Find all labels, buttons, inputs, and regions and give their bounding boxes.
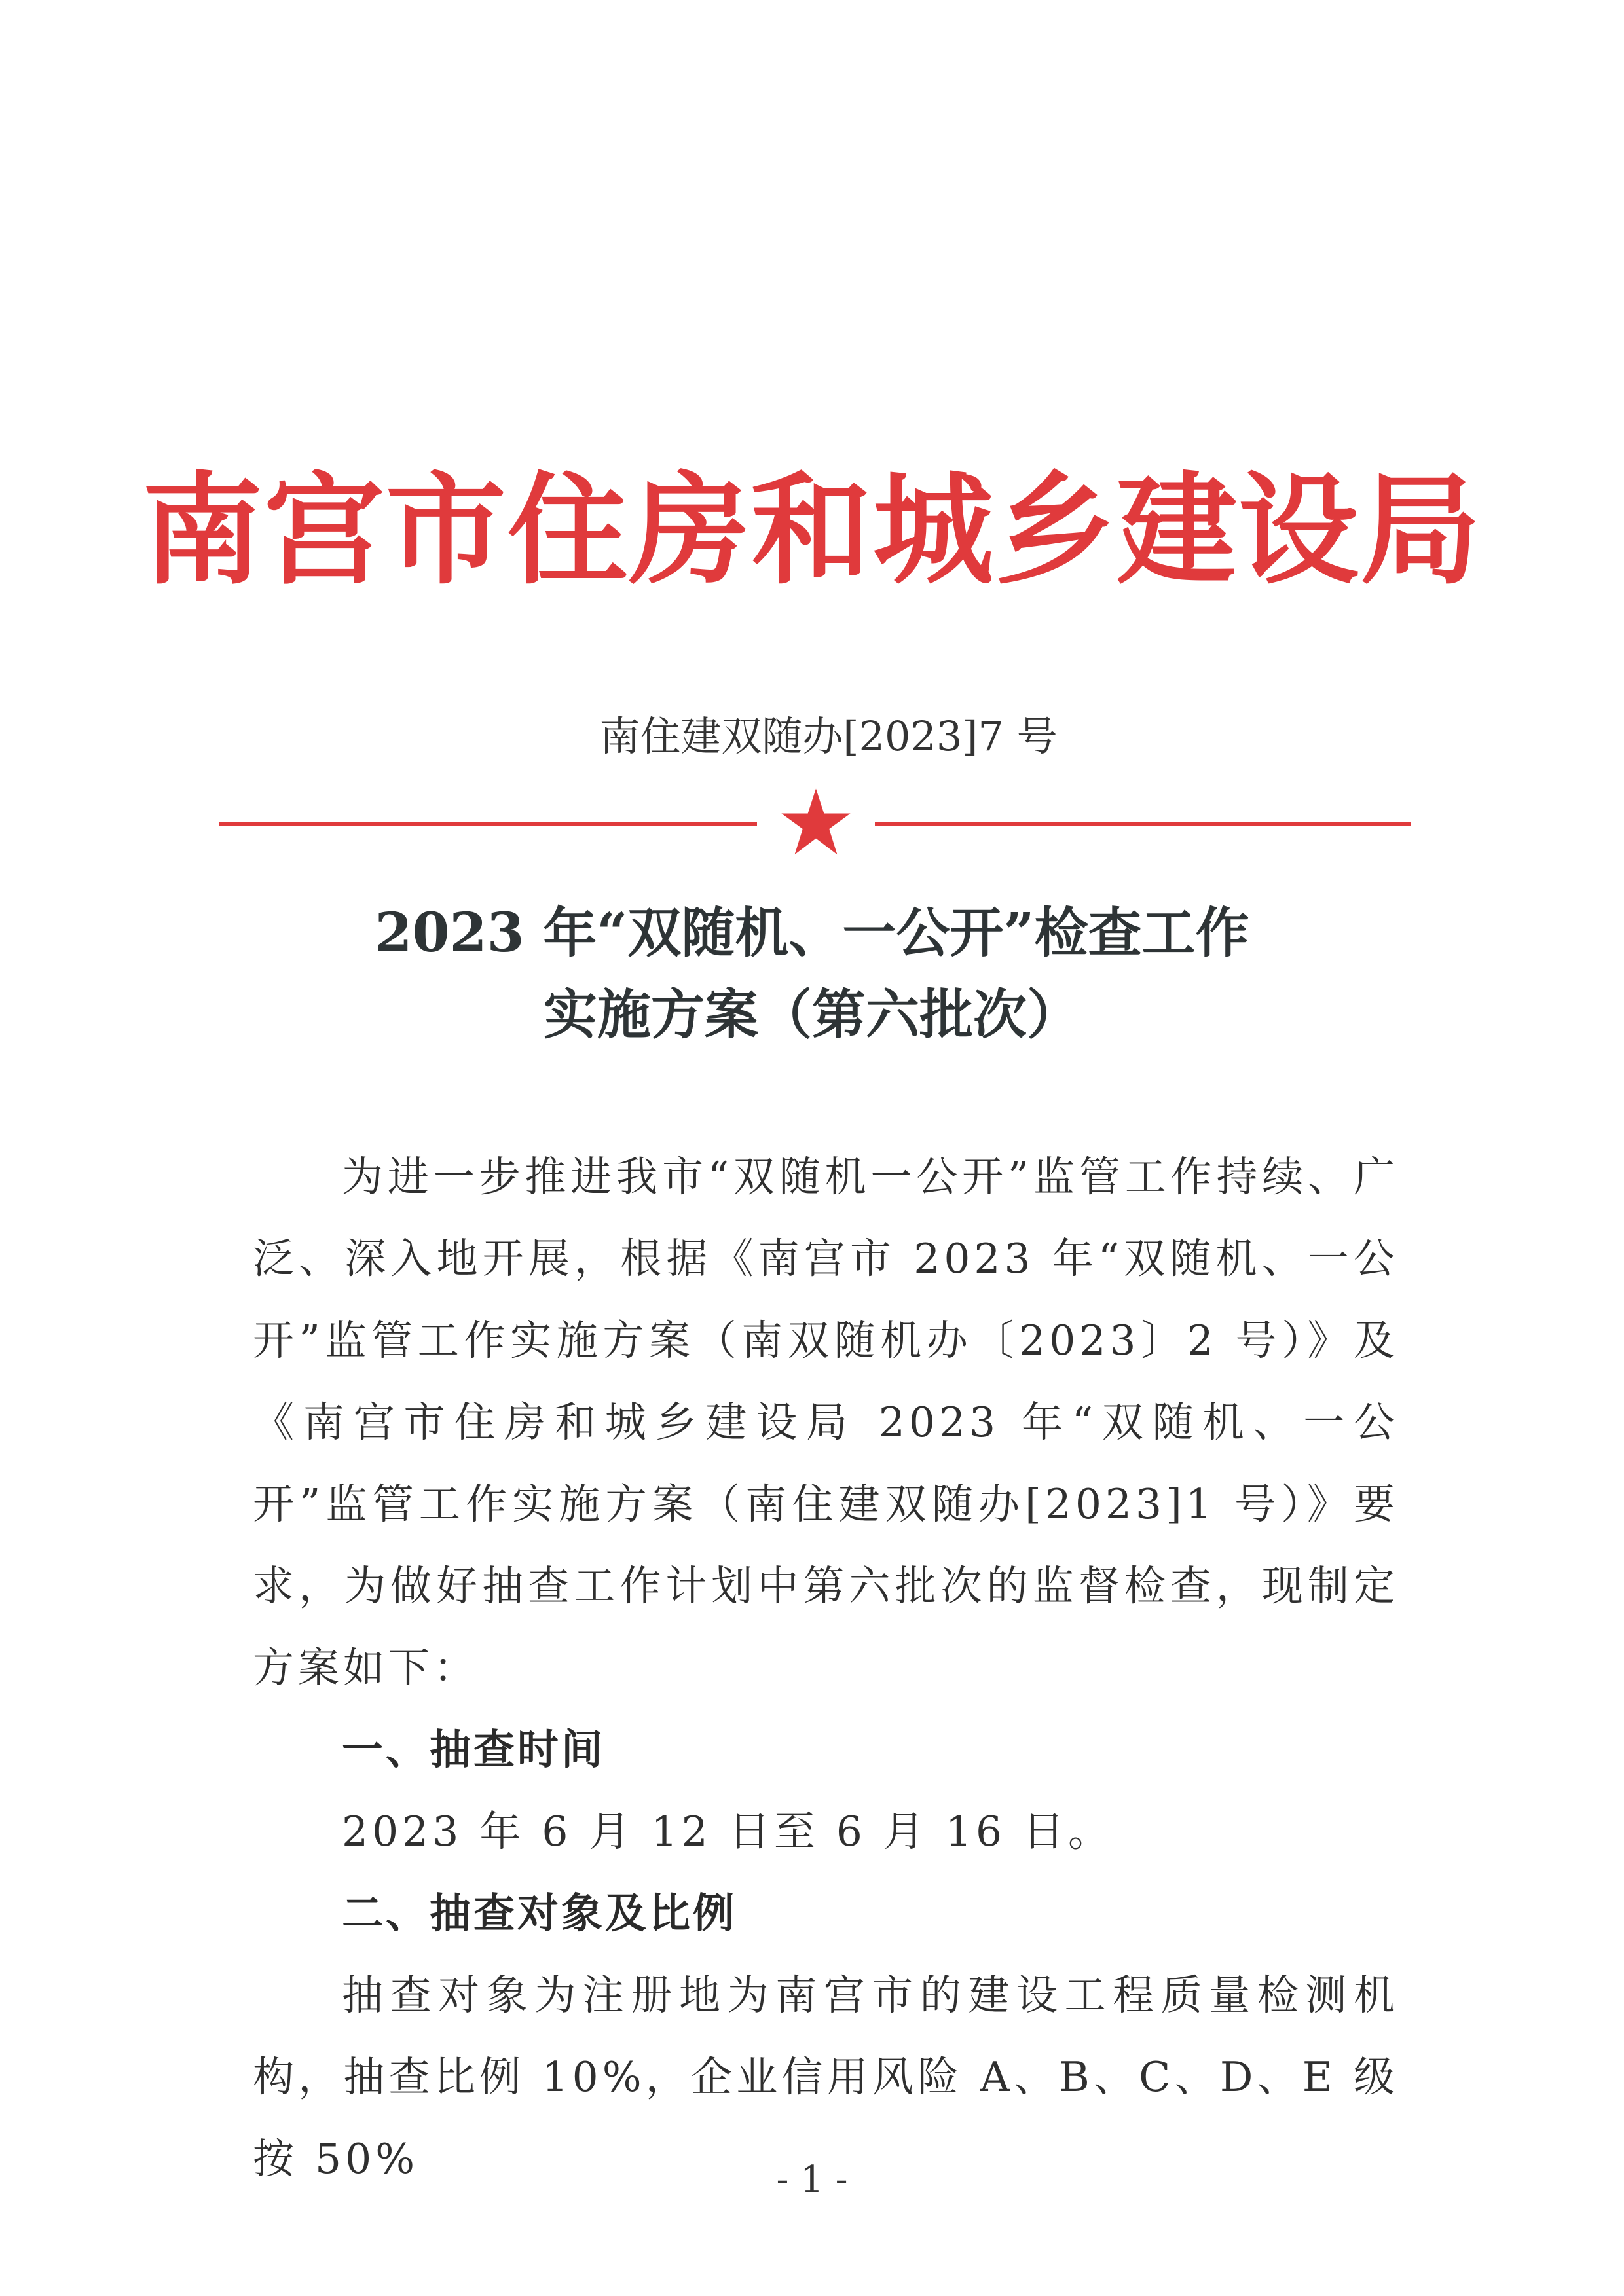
section1-paragraph: 2023 年 6 月 12 日至 6 月 16 日。 <box>342 1808 1114 1855</box>
section2-heading: 二、抽查对象及比例 <box>342 1889 737 1937</box>
section1-heading: 一、抽查时间 <box>342 1726 605 1774</box>
document-title-line1: 2023 年“双随机、一公开”检查工作 <box>375 902 1249 964</box>
red-rule-left <box>219 822 757 826</box>
intro-paragraph: 为进一步推进我市“双随机一公开”监管工作持续、广泛、深入地开展，根据《南宫市 2023 年“双随机、一公开”监管工作实施方案（南双随机办〔2023〕2 号）》及《南宫市住房和城乡建设局 2023 年“双随机、一公开”监管工作实施方案（南住建双随办[2023]1 号）》要求，为做好抽查工作计划中第六批次的监督检查，现制定方案如下： <box>253 1153 1399 1692</box>
document-title-line2: 实施方案（第六批次） <box>543 983 1080 1046</box>
red-star-icon <box>779 786 853 859</box>
issuer-masthead: 南宫市住房和城乡建设局 <box>141 460 1482 601</box>
document-body <box>253 1136 1399 2200</box>
section2-paragraph: 抽查对象为注册地为南宫市的建设工程质量检测机构，抽查比例 10%，企业信用风险 A、B、C、D、E 级按 50% <box>253 1971 1399 2183</box>
red-rule-right <box>875 822 1411 826</box>
page-number: - 1 - <box>776 2159 848 2201</box>
document-number: 南住建双随办[2023]7 号 <box>599 712 1058 760</box>
